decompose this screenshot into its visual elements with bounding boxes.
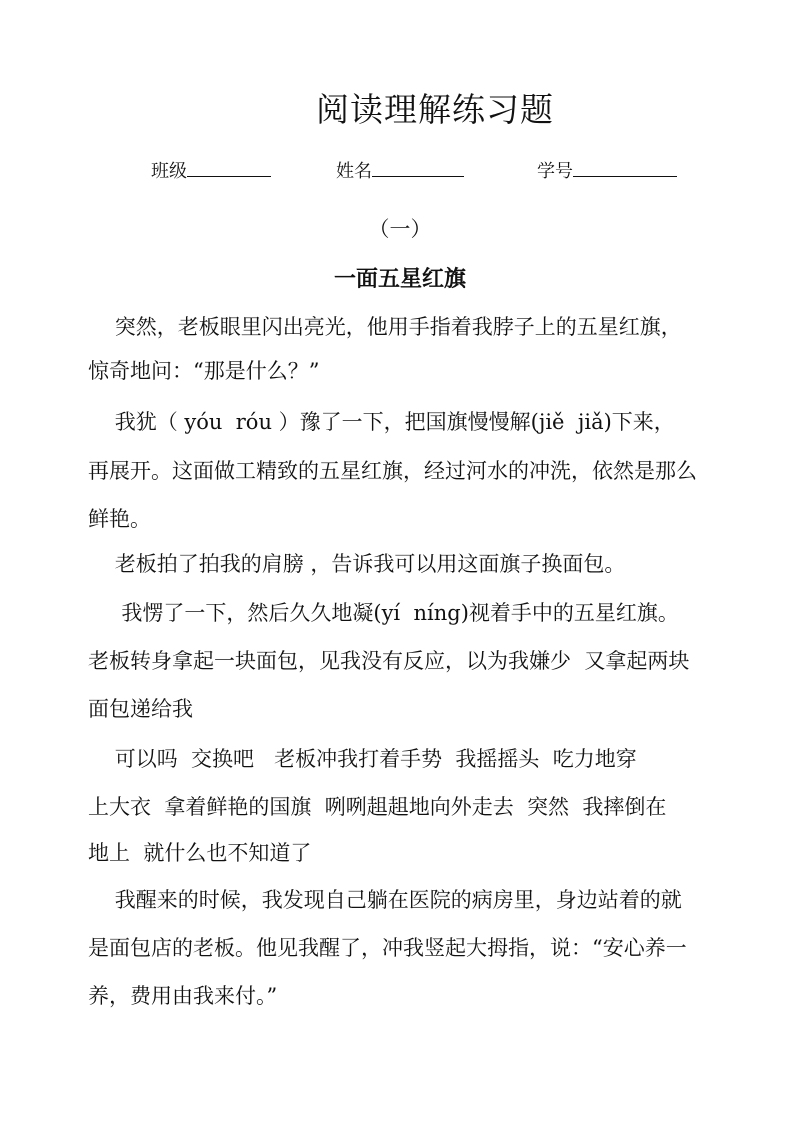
passage-line: 惊奇地问：“那是什么？” bbox=[88, 359, 320, 383]
page-title: 阅读理解练习题 bbox=[316, 90, 554, 129]
name-blank[interactable] bbox=[372, 158, 464, 177]
name-field bbox=[336, 158, 464, 185]
passage-line: 地上 就什么也不知道了 bbox=[88, 841, 312, 865]
passage-line: 老板拍了拍我的肩膀 ，告诉我可以用这面旗子换面包。 bbox=[88, 552, 626, 576]
passage-line: 突然，老板眼里闪出亮光，他用手指着我脖子上的五星红旗， bbox=[88, 315, 682, 339]
student-no-label: 学号 bbox=[537, 161, 573, 182]
student-no-blank[interactable] bbox=[573, 158, 677, 177]
passage-line: 上大衣 拿着鲜艳的国旗 咧咧趄趄地向外走去 突然 我摔倒在 bbox=[88, 795, 667, 819]
passage-line: 我愣了一下，然后久久地凝(yí níng)视着手中的五星红旗。 bbox=[88, 601, 679, 625]
passage-line: 再展开。这面做工精致的五星红旗，经过河水的冲洗，依然是那么 bbox=[88, 459, 697, 483]
passage-line: 面包递给我 bbox=[88, 697, 193, 721]
class-blank[interactable] bbox=[187, 158, 271, 177]
section-number: （一） bbox=[368, 217, 432, 241]
name-label: 姓名 bbox=[336, 161, 372, 182]
class-field bbox=[151, 158, 271, 185]
passage-line: 养，费用由我来付。” bbox=[88, 984, 278, 1008]
passage-line: 我醒来的时候，我发现自己躺在医院的病房里，身边站着的就 bbox=[88, 888, 682, 912]
student-no-field bbox=[537, 158, 677, 185]
passage-line: 是面包店的老板。他见我醒了，冲我竖起大拇指，说：“安心养一 bbox=[88, 936, 687, 960]
passage-line: 可以吗 交换吧 老板冲我打着手势 我摇摇头 吃力地穿 bbox=[88, 747, 637, 771]
class-label: 班级 bbox=[151, 161, 187, 182]
passage-line: 我犹（ yóu róu ）豫了一下，把国旗慢慢解(jiě jiǎ)下来， bbox=[88, 410, 675, 434]
passage-line: 老板转身拿起一块面包，见我没有反应，以为我嫌少 又拿起两块 bbox=[88, 649, 690, 673]
passage-line: 鲜艳。 bbox=[88, 507, 151, 531]
story-title: 一面五星红旗 bbox=[333, 266, 466, 292]
